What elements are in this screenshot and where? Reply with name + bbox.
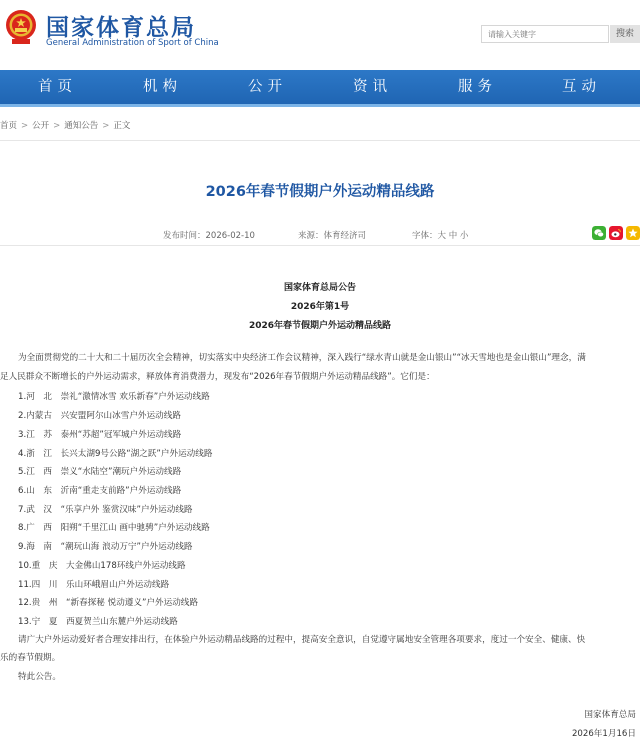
route-item: 9.海 南 “潮玩山海 浪动万宁”户外运动线路 [18, 542, 193, 552]
breadcrumb-notices[interactable]: 通知公告 [64, 121, 99, 131]
article-source: 来源：体育经济司 [298, 231, 367, 241]
publish-time: 发布时间：2026-02-10 [163, 231, 255, 241]
signature-date: 2026年1月16日 [571, 729, 636, 739]
weibo-icon[interactable] [609, 226, 623, 240]
route-item: 6.山 东 沂南“重走支前路”户外运动线路 [18, 486, 182, 496]
route-item: 7.武 汉 “乐享户外 鉴赏汉味”户外运动线路 [18, 505, 193, 515]
search-input[interactable] [481, 25, 609, 43]
divider [0, 140, 640, 141]
article-title: 2026年春节假期户外运动精品线路 [205, 184, 435, 200]
nav-item-news[interactable]: 资讯 [353, 79, 392, 95]
intro-paragraph-line: 为全面贯彻党的二十大和二十届历次全会精神，切实落实中央经济工作会议精神，深入践行“绿水青山就是金山银山”“冰天雪地也是金山银山”理念，满 [18, 353, 586, 363]
nav-item-public[interactable]: 公开 [248, 79, 287, 95]
route-item: 4.浙 江 长兴太湖9号公路“湖之跃”户外运动线路 [18, 449, 213, 459]
closing-note: 特此公告。 [18, 672, 61, 682]
nav-item-service[interactable]: 服务 [458, 79, 497, 95]
nav-item-home[interactable]: 首页 [38, 79, 77, 95]
breadcrumb-separator: > [102, 121, 110, 131]
doc-number: 2026年第1号 [290, 302, 350, 312]
doc-title: 2026年春节假期户外运动精品线路 [248, 321, 392, 331]
search-button[interactable]: 搜索 [610, 25, 640, 43]
breadcrumb-current: 正文 [113, 121, 131, 131]
site-title[interactable]: 国家体育总局 [46, 15, 196, 41]
closing-paragraph-line: 请广大户外运动爱好者合理安排出行，在体验户外运动精品线路的过程中，提高安全意识，自觉遵守属地安全管理各项要求，度过一个安全、健康、快 [18, 635, 586, 645]
wechat-icon[interactable] [592, 226, 606, 240]
route-item: 13.宁 夏 西夏贺兰山东麓户外运动线路 [18, 617, 178, 627]
signature: 国家体育总局 [584, 710, 636, 720]
nav-item-organization[interactable]: 机构 [143, 79, 182, 95]
route-item: 10.重 庆 大金佛山178环线户外运动线路 [18, 561, 186, 571]
route-item: 3.江 苏 泰州“苏超”冠军城户外运动线路 [18, 430, 182, 440]
main-nav [0, 70, 640, 107]
closing-paragraph-line: 乐的春节假期。 [0, 653, 61, 663]
route-item: 1.河 北 崇礼“激情冰雪 欢乐新春”户外运动线路 [18, 392, 210, 402]
font-size-switcher[interactable]: 字体：大 中 小 [412, 231, 469, 241]
nav-item-interaction[interactable]: 互动 [562, 79, 601, 95]
site-header [0, 0, 640, 66]
route-item: 12.贵 州 “新春探秘 悦动遵义”户外运动线路 [18, 598, 198, 608]
route-item: 2.内蒙古 兴安盟阿尔山冰雪户外运动线路 [18, 411, 181, 421]
doc-issuer: 国家体育总局公告 [283, 283, 356, 293]
breadcrumb-public[interactable]: 公开 [32, 121, 50, 131]
national-emblem-icon[interactable] [4, 8, 38, 46]
site-subtitle: General Administration of Sport of China [46, 38, 219, 48]
intro-paragraph-line: 足人民群众不断增长的户外运动需求，释放体育消费潜力，现发布“2026年春节假期户外运动精品线路”。它们是： [0, 372, 435, 382]
divider [0, 245, 640, 246]
qzone-icon[interactable] [626, 226, 640, 240]
breadcrumb [0, 119, 130, 131]
route-item: 5.江 西 崇义“水陆空”潮玩户外运动线路 [18, 467, 182, 477]
breadcrumb-home[interactable]: 首页 [0, 121, 18, 131]
breadcrumb-separator: > [21, 121, 29, 131]
route-item: 11.四 川 乐山环峨眉山户外运动线路 [18, 580, 170, 590]
breadcrumb-separator: > [53, 121, 61, 131]
route-item: 8.广 西 阳朔“千里江山 画中驰骋”户外运动线路 [18, 523, 210, 533]
